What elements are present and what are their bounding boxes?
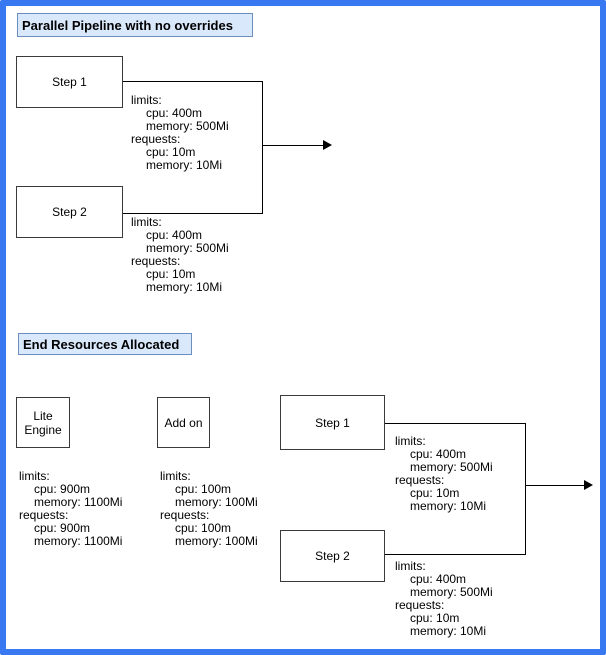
connector-step1-bottom <box>385 423 525 424</box>
limits-cpu: cpu: 400m <box>410 447 467 461</box>
step1-box-top <box>16 56 123 108</box>
limits-label: limits: <box>131 215 162 229</box>
requests-label: requests: <box>131 254 181 268</box>
limits-cpu: cpu: 400m <box>410 572 467 586</box>
limits-memory: memory: 500Mi <box>146 119 229 133</box>
requests-cpu: cpu: 900m <box>34 521 91 535</box>
resources-step2-top <box>131 216 229 294</box>
lite-engine-box <box>16 397 70 448</box>
limits-memory: memory: 100Mi <box>175 495 258 509</box>
requests-memory: memory: 10Mi <box>410 499 487 513</box>
limits-label: limits: <box>395 434 426 448</box>
limits-cpu: cpu: 400m <box>146 106 203 120</box>
limits-memory: memory: 500Mi <box>410 460 493 474</box>
step2-box-bottom <box>280 530 385 582</box>
requests-memory: memory: 1100Mi <box>34 534 123 548</box>
section-title-parallel-pipeline-text: Parallel Pipeline with no overrides <box>22 17 233 33</box>
requests-label: requests: <box>19 508 69 522</box>
step1-label-top: Step 1 <box>52 75 87 89</box>
requests-cpu: cpu: 10m <box>410 486 460 500</box>
requests-memory: memory: 10Mi <box>410 624 487 638</box>
add-on-box <box>157 397 210 448</box>
limits-label: limits: <box>395 559 426 573</box>
step1-label-bottom: Step 1 <box>315 415 350 430</box>
lite-engine-label-line1: Lite <box>33 408 53 423</box>
requests-cpu: cpu: 10m <box>146 267 196 281</box>
merge-line-top <box>262 81 263 214</box>
limits-label: limits: <box>19 469 50 483</box>
limits-memory: memory: 1100Mi <box>34 495 123 509</box>
connector-step2-top <box>123 213 262 214</box>
requests-cpu: cpu: 10m <box>146 145 196 159</box>
step2-label-top: Step 2 <box>52 205 87 219</box>
connector-step2-bottom <box>385 554 525 555</box>
requests-cpu: cpu: 100m <box>175 521 232 535</box>
limits-label: limits: <box>131 93 162 107</box>
limits-cpu: cpu: 400m <box>146 228 203 242</box>
requests-label: requests: <box>395 473 445 487</box>
requests-memory: memory: 10Mi <box>146 158 223 172</box>
limits-memory: memory: 500Mi <box>146 241 229 255</box>
resources-lite-engine <box>19 470 122 548</box>
section-title-end-resources-text: End Resources Allocated <box>23 336 180 352</box>
requests-label: requests: <box>131 132 181 146</box>
step1-box-bottom <box>280 395 385 450</box>
requests-memory: memory: 10Mi <box>146 280 223 294</box>
merge-line-bottom <box>525 423 526 555</box>
resources-step2-bottom <box>395 560 493 638</box>
requests-label: requests: <box>160 508 210 522</box>
arrowhead-right-icon-top <box>323 140 332 150</box>
resources-step1-bottom <box>395 435 493 513</box>
output-arrow-shaft-top <box>262 145 323 146</box>
requests-cpu: cpu: 10m <box>410 611 460 625</box>
step2-box-top <box>16 186 123 238</box>
section-title-end-resources <box>18 333 192 355</box>
section-title-parallel-pipeline <box>17 13 253 37</box>
lite-engine-label-line2: Engine <box>24 422 62 437</box>
arrowhead-right-icon-bottom <box>584 480 593 490</box>
limits-label: limits: <box>160 469 191 483</box>
requests-memory: memory: 100Mi <box>175 534 258 548</box>
resources-add-on <box>160 470 258 548</box>
add-on-label: Add on <box>164 415 203 430</box>
limits-cpu: cpu: 100m <box>175 482 232 496</box>
requests-label: requests: <box>395 598 445 612</box>
step2-label-bottom: Step 2 <box>315 549 350 563</box>
resources-step1-top <box>131 94 229 172</box>
limits-memory: memory: 500Mi <box>410 585 493 599</box>
connector-step1-top <box>123 81 262 82</box>
limits-cpu: cpu: 900m <box>34 482 91 496</box>
output-arrow-shaft-bottom <box>525 485 584 486</box>
